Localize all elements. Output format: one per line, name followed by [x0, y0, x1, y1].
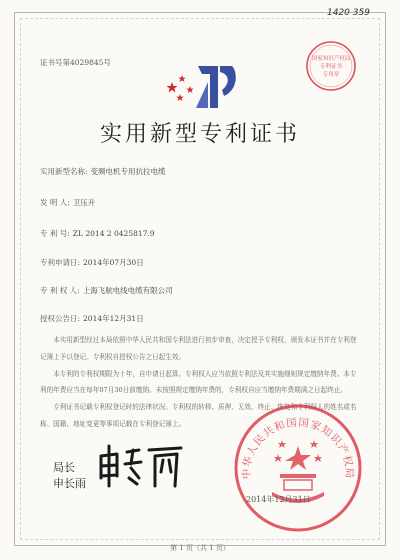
field-value: ZL 2014 2 0425817.9	[72, 229, 155, 238]
field-value: 变频电机专用抗拉电缆	[90, 167, 166, 176]
body-paragraph: 本实用新型经过本局依照中华人民共和国专利法进行初步审查，决定授予专利权，颁发本证书并在专利登记簿上予以登记。专利权自授权公告之日起生效。	[40, 336, 357, 361]
handwritten-note: 1420 359	[327, 8, 370, 18]
field-label: 授权公告日:	[40, 314, 81, 323]
handwritten-signature-icon	[95, 442, 185, 492]
field-patentee	[40, 285, 173, 296]
svg-text:专用章: 专用章	[322, 72, 340, 78]
field-inventor	[40, 197, 95, 208]
field-value: 2014年07月30日	[83, 258, 144, 267]
body-paragraph: 本专利的专利权期限为十年，自申请日起算。专利权人应当依照专利法及其实施细则规定缴纳年费。本专利的年费应当在每年07月30日前缴纳。未按照规定缴纳年费的，专利权自应当缴纳年费期满之日起终止。	[40, 369, 357, 395]
svg-text:国家知识产权局: 国家知识产权局	[311, 56, 351, 62]
national-seal-icon	[232, 402, 364, 534]
seal-arc-text: 中华人民共和国国家知识产权局	[240, 416, 356, 480]
director-title: 局长	[53, 462, 75, 474]
field-application-date	[40, 257, 144, 268]
certificate-number: 证书号第4029845号	[40, 58, 111, 67]
body-paragraph: 专利证书记载专利权登记时的法律状况。专利权的转移、质押、无效、终止、恢复和专利权人的姓名或名称、国籍、地址变更等事项记载在专利登记簿上。	[40, 403, 357, 428]
field-label: 专 利 号:	[40, 229, 70, 238]
field-grant-date	[40, 313, 144, 324]
seal-top-icon	[305, 40, 357, 92]
signature-block	[53, 460, 86, 492]
issue-date: 2014年12月31日	[246, 495, 311, 504]
director-name: 申长雨	[53, 478, 86, 490]
page-title: 实用新型专利证书	[99, 122, 300, 147]
field-label: 专利申请日:	[40, 258, 81, 267]
field-value: 上海飞航电线电缆有限公司	[82, 286, 173, 295]
svg-text:专利证书: 专利证书	[319, 64, 343, 70]
field-value: 卫压升	[72, 198, 96, 207]
field-utility-model-name	[40, 166, 166, 177]
patent-office-emblem-icon	[166, 62, 240, 112]
field-label: 发 明 人:	[40, 198, 70, 207]
field-value: 2014年12月31日	[83, 314, 144, 323]
field-label: 实用新型名称:	[40, 167, 88, 176]
field-label: 专 利 权 人:	[40, 286, 80, 295]
field-patent-number	[40, 228, 155, 239]
page-number: 第 1 页（共 1 页）	[170, 544, 230, 552]
